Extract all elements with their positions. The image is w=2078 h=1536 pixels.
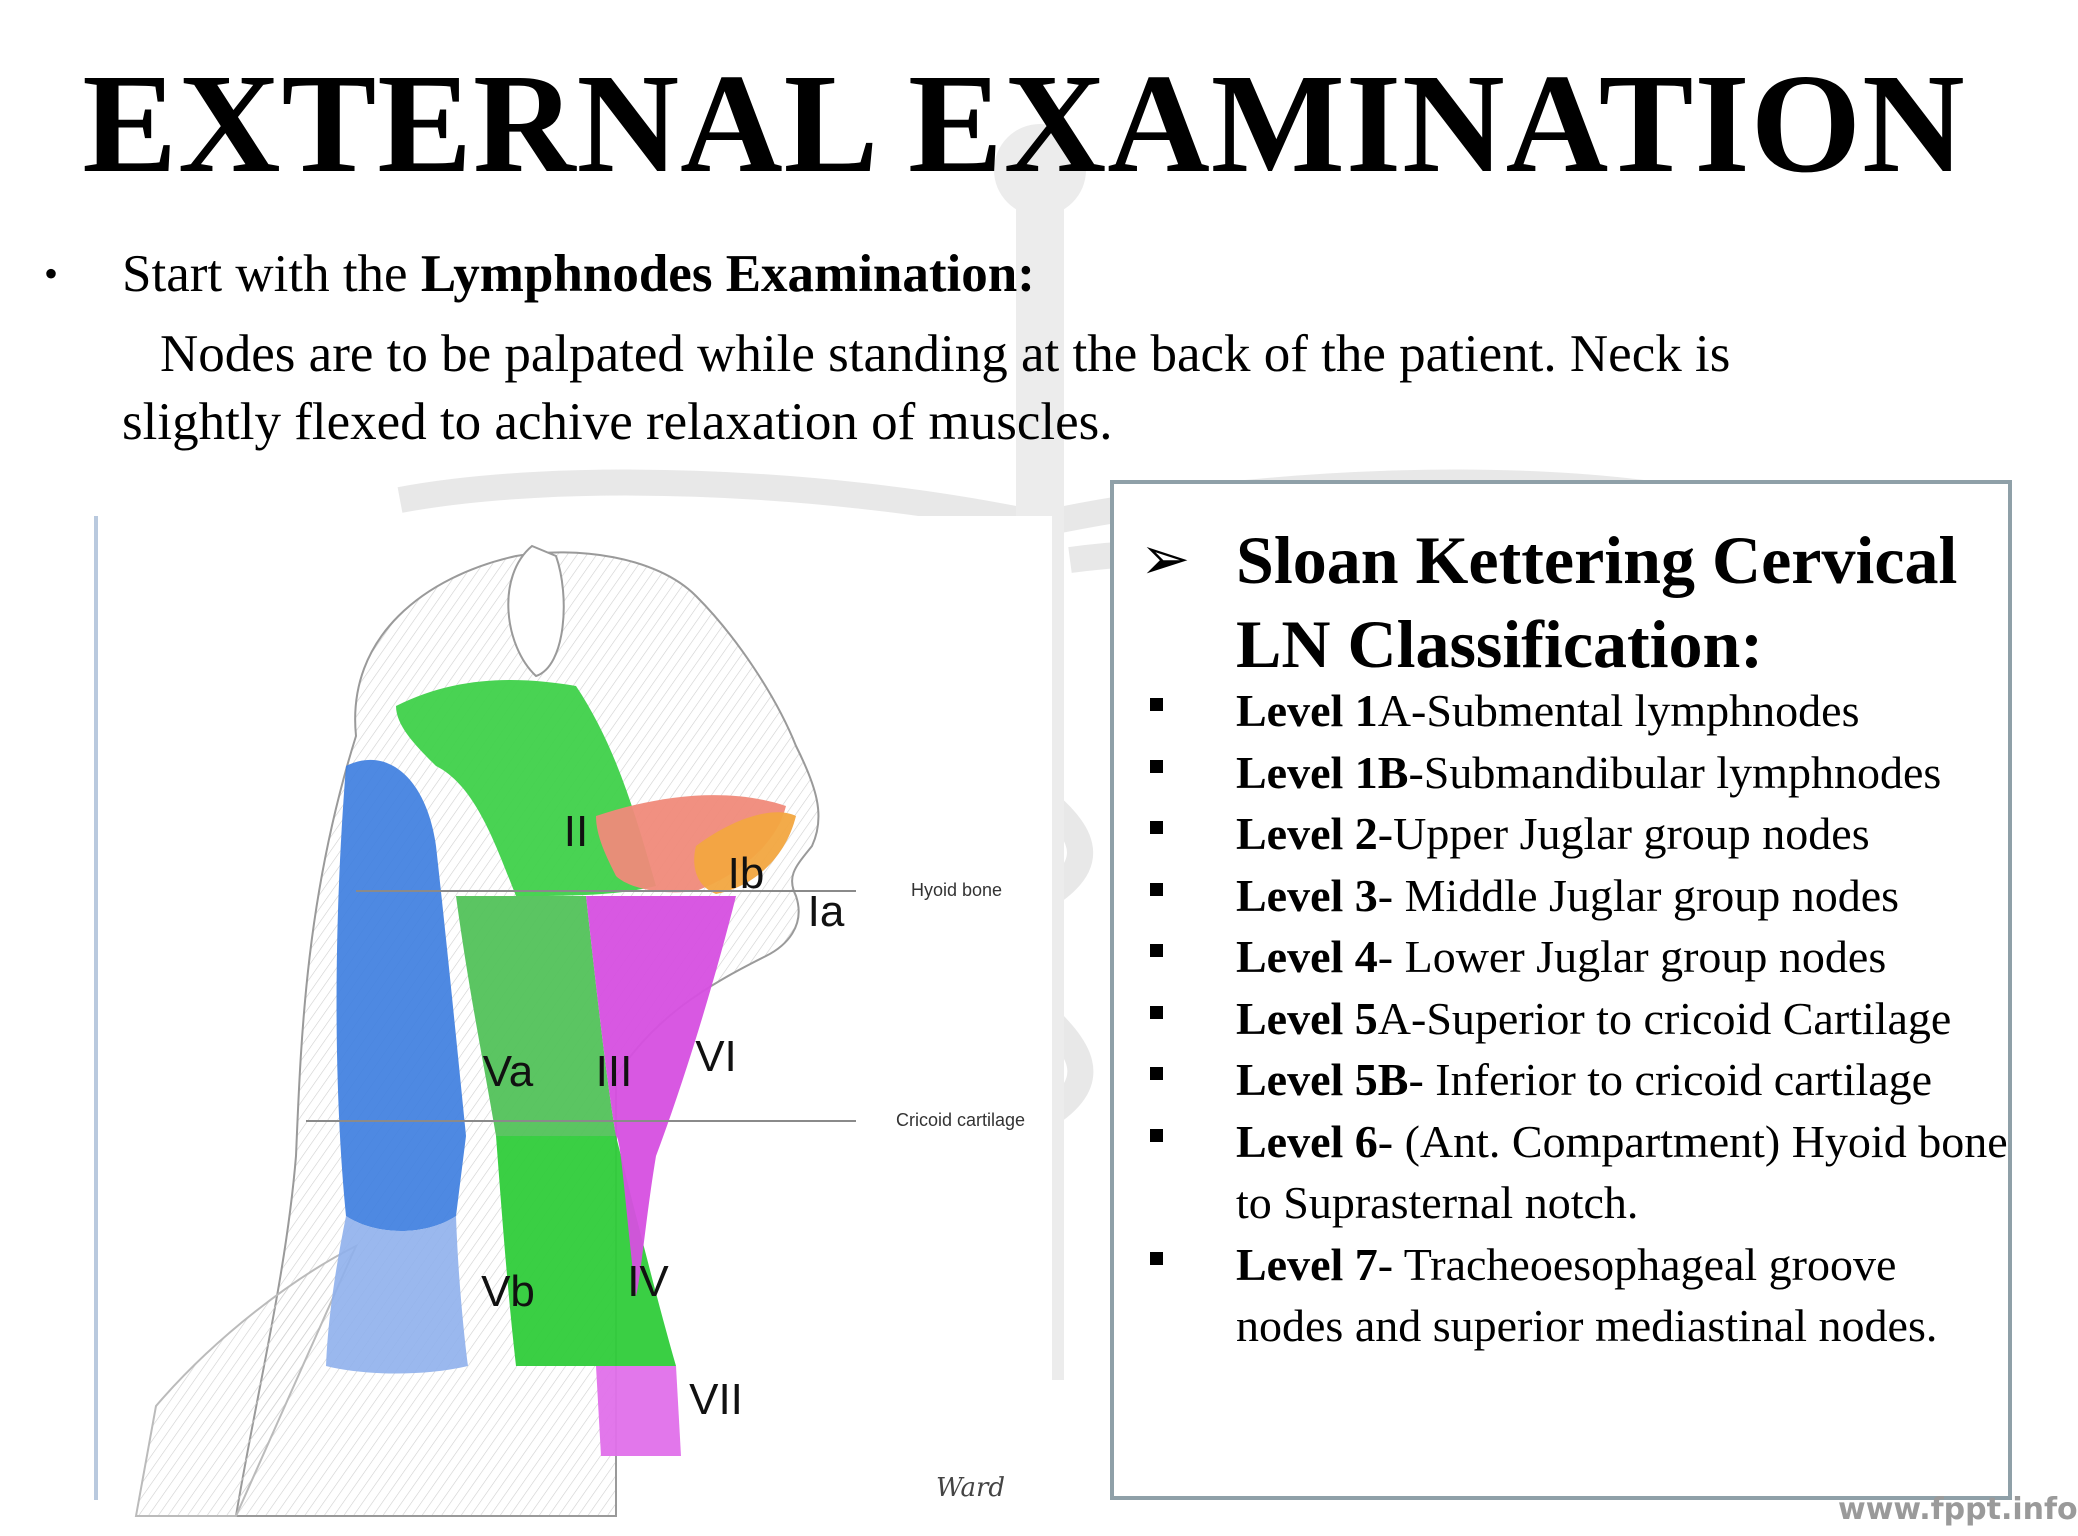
square-bullet-icon bbox=[1150, 698, 1163, 711]
level-name: Level 1B bbox=[1236, 746, 1409, 798]
level-item bbox=[1140, 1234, 2010, 1357]
slide-title: EXTERNAL EXAMINATION bbox=[82, 44, 1966, 202]
level-item bbox=[1140, 742, 2010, 804]
intro-prefix: Start with the bbox=[122, 245, 421, 303]
level-name: Level 1 bbox=[1236, 685, 1378, 736]
square-bullet-icon bbox=[1150, 821, 1163, 834]
intro-paragraph: Nodes are to be palpated while standing at the back of the patient. Neck is slightly flexed to achive relaxation of muscles. bbox=[122, 325, 1731, 451]
classification-box bbox=[1110, 480, 2012, 1500]
level-vi-label: VI bbox=[695, 1032, 737, 1081]
artist-signature: Ward bbox=[936, 1473, 1006, 1503]
intro-line bbox=[122, 240, 1035, 308]
bullet-dot: • bbox=[44, 251, 59, 296]
neck-levels-illustration bbox=[96, 516, 1052, 1503]
level-vii-label: VII bbox=[689, 1375, 743, 1424]
neck-diagram bbox=[96, 516, 1052, 1503]
level-iv-label: IV bbox=[627, 1257, 669, 1306]
footer-url: www.fppt.info bbox=[1838, 1492, 2078, 1527]
level-description: - Middle Juglar group nodes bbox=[1377, 869, 1900, 921]
level-item bbox=[1140, 926, 2010, 988]
hyoid-bone-label: Hyoid bone bbox=[911, 880, 1003, 900]
level-description: A-Superior to cricoid Cartilage bbox=[1377, 992, 1952, 1044]
level-description: -Upper Juglar group nodes bbox=[1377, 808, 1870, 859]
level-name: Level 3 bbox=[1236, 869, 1378, 921]
arrow-bullet-icon: ➢ bbox=[1140, 524, 1191, 594]
level-description: - Tracheoesophageal groove nodes and superior mediastinal nodes. bbox=[1236, 1238, 1938, 1351]
level-description: A-Submental lymphnodes bbox=[1377, 685, 1860, 736]
level-ii-label: II bbox=[563, 807, 589, 856]
level-va-label: Va bbox=[482, 1047, 534, 1096]
level-vb-region bbox=[326, 1216, 468, 1374]
square-bullet-icon bbox=[1150, 1067, 1163, 1080]
square-bullet-icon bbox=[1150, 944, 1163, 957]
level-description: -Submandibular lymphnodes bbox=[1408, 746, 1942, 798]
level-description: - (Ant. Compartment) Hyoid bone to Suprasternal notch. bbox=[1236, 1115, 2008, 1228]
square-bullet-icon bbox=[1150, 1006, 1163, 1019]
level-description: - Lower Juglar group nodes bbox=[1377, 931, 1887, 982]
level-item bbox=[1140, 803, 2010, 865]
square-bullet-icon bbox=[1150, 1129, 1163, 1142]
intro-bold: Lymphnodes Examination: bbox=[420, 245, 1035, 303]
level-name: Level 2 bbox=[1236, 808, 1378, 859]
level-iii-label: III bbox=[595, 1047, 633, 1096]
square-bullet-icon bbox=[1150, 1252, 1163, 1265]
level-description: - Inferior to cricoid cartilage bbox=[1408, 1054, 1933, 1105]
level-name: Level 6 bbox=[1236, 1115, 1378, 1167]
level-item bbox=[1140, 1049, 2010, 1111]
level-item bbox=[1140, 988, 2010, 1050]
level-name: Level 5B bbox=[1236, 1054, 1409, 1105]
level-ia-label: Ia bbox=[807, 887, 845, 936]
levels-list bbox=[1140, 680, 2010, 1357]
level-item bbox=[1140, 680, 2010, 742]
level-name: Level 5 bbox=[1236, 992, 1378, 1044]
level-name: Level 7 bbox=[1236, 1238, 1378, 1290]
level-ib-label: Ib bbox=[727, 849, 765, 898]
square-bullet-icon bbox=[1150, 883, 1163, 896]
classification-heading-text: Sloan Kettering Cervical LN Classification: bbox=[1236, 522, 1958, 682]
level-vii-region bbox=[596, 1366, 681, 1456]
square-bullet-icon bbox=[1150, 760, 1163, 773]
level-item bbox=[1140, 1111, 2010, 1234]
level-name: Level 4 bbox=[1236, 931, 1378, 982]
level-vb-label: Vb bbox=[481, 1267, 535, 1316]
level-item bbox=[1140, 865, 2010, 927]
cricoid-cartilage-label: Cricoid cartilage bbox=[896, 1110, 1026, 1130]
